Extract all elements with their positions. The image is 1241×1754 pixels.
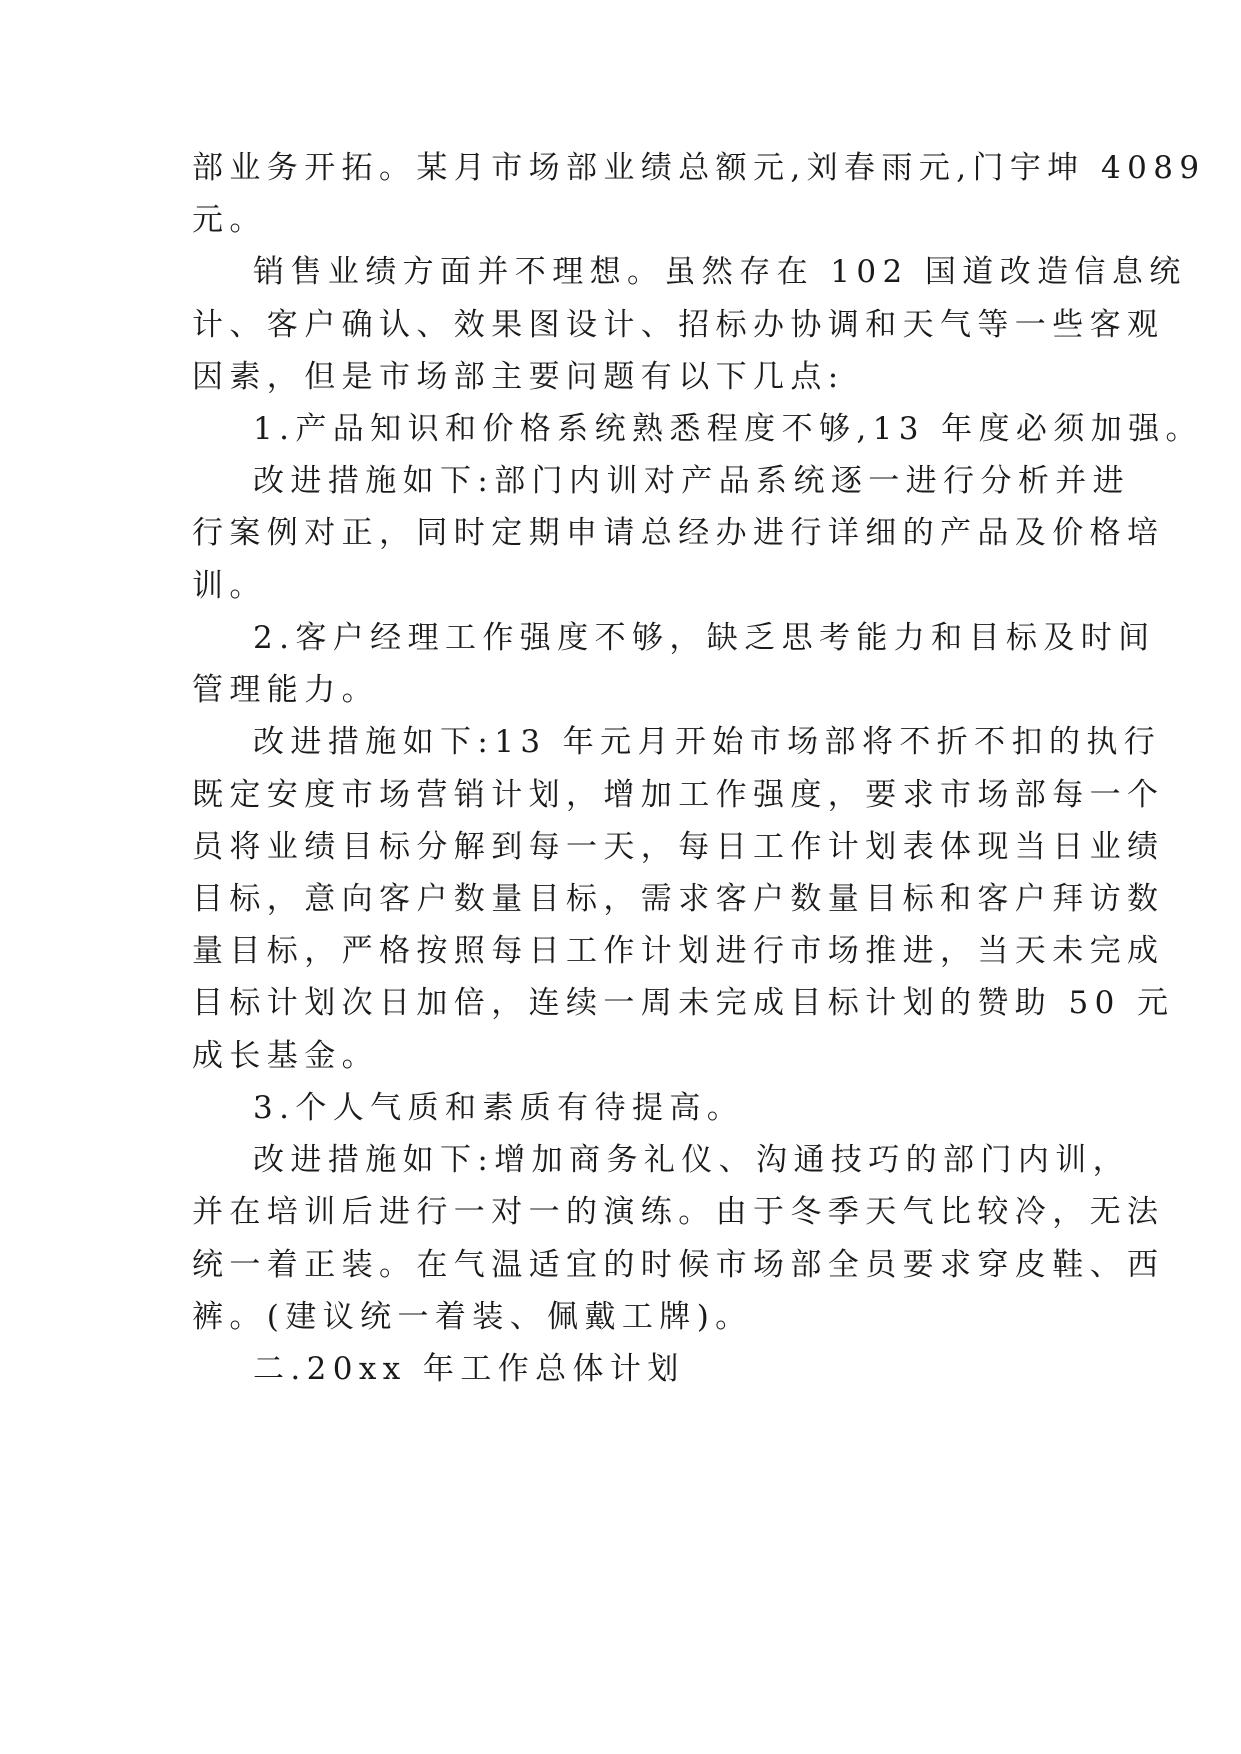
text-line: 2.客户经理工作强度不够，缺乏思考能力和目标及时间 [253,620,1156,656]
text-line: 改进措施如下:部门内训对产品系统逐一进行分析并进 [253,463,1131,499]
text-line: 统一着正装。在气温适宜的时候市场部全员要求穿皮鞋、西 [192,1247,1165,1283]
text-line: 目标，意向客户数量目标，需求客户数量目标和客户拜访数 [192,881,1165,917]
text-line: 元。 [192,202,267,238]
text-line: 计、客户确认、效果图设计、招标办协调和天气等一些客观 [192,307,1165,343]
text-line: 并在培训后进行一对一的演练。由于冬季天气比较冷，无法 [192,1194,1165,1230]
text-line: 销售业绩方面并不理想。虽然存在 102 国道改造信息统 [253,254,1187,290]
text-line: 1.产品知识和价格系统熟悉程度不够,13 年度必须加强。 [253,411,1203,447]
text-line: 二.20xx 年工作总体计划 [253,1351,685,1387]
text-line: 行案例对正，同时定期申请总经办进行详细的产品及价格培 [192,515,1165,551]
text-line: 管理能力。 [192,672,379,708]
text-line: 因素，但是市场部主要问题有以下几点: [192,359,845,395]
text-line: 成长基金。 [192,1038,379,1074]
text-line: 改进措施如下:13 年元月开始市场部将不折不扣的执行 [253,724,1162,760]
text-line: 既定安度市场营销计划，增加工作强度，要求市场部每一个 [192,777,1165,813]
text-line: 员将业绩目标分解到每一天，每日工作计划表体现当日业绩 [192,829,1165,865]
text-line: 改进措施如下:增加商务礼仪、沟通技巧的部门内训， [253,1142,1131,1178]
text-line: 裤。(建议统一着装、佩戴工牌)。 [192,1299,753,1335]
text-line: 3.个人气质和素质有待提高。 [253,1090,745,1126]
text-line: 部业务开拓。某月市场部业绩总额元,刘春雨元,门宇坤 4089 [192,150,1206,186]
text-line: 训。 [192,568,267,604]
text-line: 量目标，严格按照每日工作计划进行市场推进，当天未完成 [192,933,1165,969]
text-line: 目标计划次日加倍，连续一周未完成目标计划的赞助 50 元 [192,985,1175,1021]
